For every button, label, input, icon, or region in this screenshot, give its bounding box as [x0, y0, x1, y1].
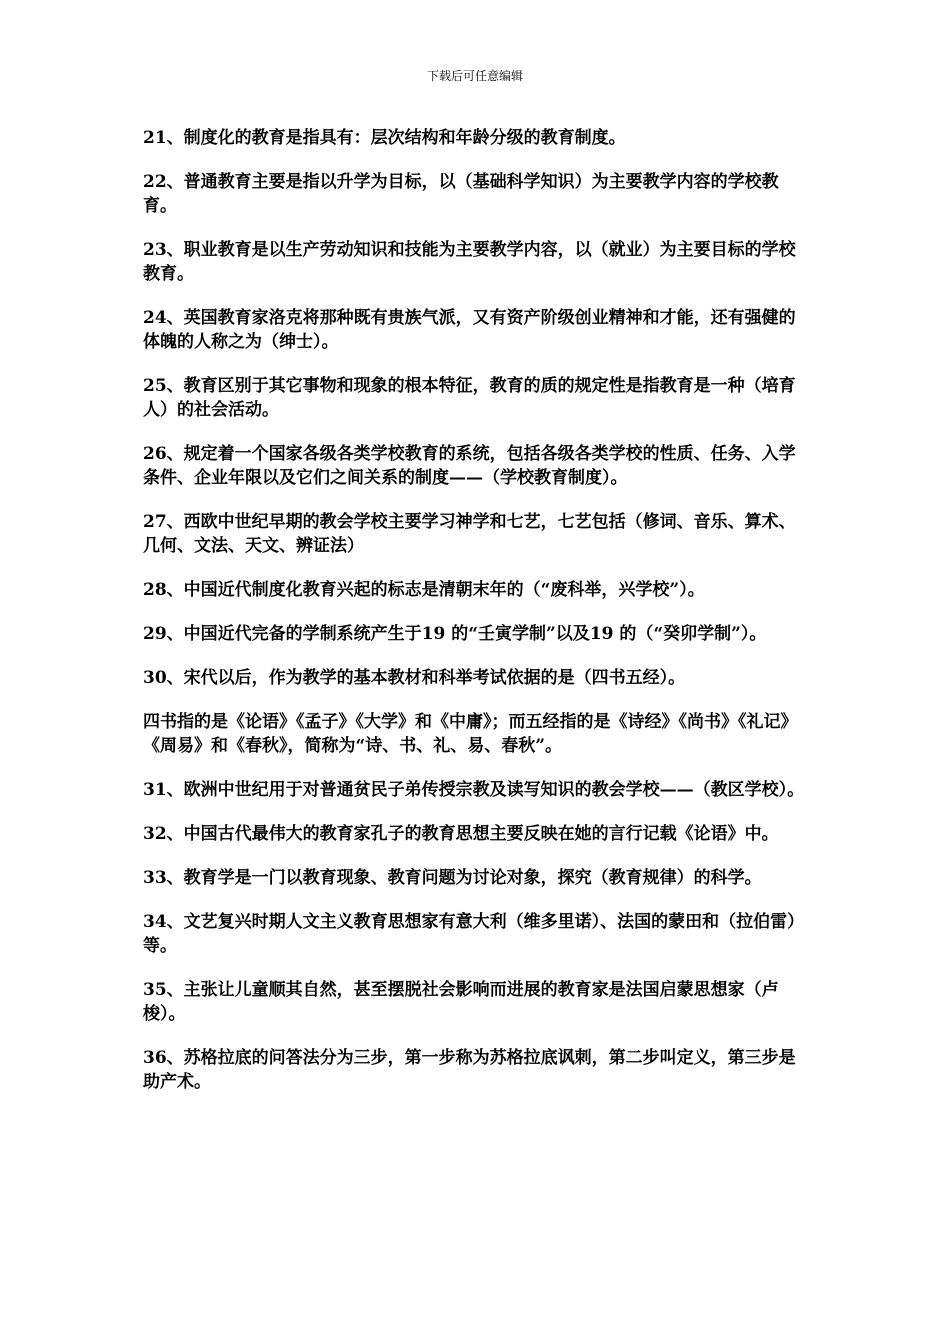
- paragraph-24: 24、英国教育家洛克将那种既有贵族气派，又有资产阶级创业精神和才能，还有强健的体魄的人称之为（绅士）。: [143, 308, 796, 352]
- paragraph-25: 25、教育区别于其它事物和现象的根本特征，教育的质的规定性是指教育是一种（培育人）的社会活动。: [143, 376, 796, 420]
- paragraph-23: 23、职业教育是以生产劳动知识和技能为主要教学内容，以（就业）为主要目标的学校教育。: [143, 240, 796, 284]
- paragraph-26: 26、规定着一个国家各级各类学校教育的系统，包括各级各类学校的性质、任务、入学条件、企业年限以及它们之间关系的制度——（学校教育制度）。: [143, 444, 796, 488]
- paragraph-29: 29、中国近代完备的学制系统产生于19 的“壬寅学制”以及19 的（“癸卯学制”）。: [143, 624, 767, 644]
- paragraph-34: 34、文艺复兴时期人文主义教育思想家有意大利（维多里诺）、法国的蒙田和（拉伯雷）等。: [143, 912, 805, 956]
- paragraph-27: 27、西欧中世纪早期的教会学校主要学习神学和七艺，七艺包括（修词、音乐、算术、几何、文法、天文、辨证法）: [143, 512, 796, 556]
- paragraph-21: 21、制度化的教育是指具有：层次结构和年龄分级的教育制度。: [143, 128, 626, 148]
- paragraph-four-books: 四书指的是《论语》《孟子》《大学》和《中庸》；而五经指的是《诗经》《尚书》《礼记》《周易》和《春秋》，简称为“诗、书、礼、易、春秋”。: [143, 712, 798, 756]
- paragraph-30: 30、宋代以后，作为教学的基本教材和科举考试依据的是（四书五经）。: [143, 668, 686, 688]
- paragraph-33: 33、教育学是一门以教育现象、教育问题为讨论对象，探究（教育规律）的科学。: [143, 868, 762, 888]
- paragraph-22: 22、普通教育主要是指以升学为目标，以（基础科学知识）为主要教学内容的学校教育。: [143, 172, 779, 216]
- paragraph-28: 28、中国近代制度化教育兴起的标志是清朝末年的（“废科举，兴学校”）。: [143, 580, 705, 600]
- paragraph-35: 35、主张让儿童顺其自然，甚至摆脱社会影响而进展的教育家是法国启蒙思想家（卢梭）。: [143, 980, 779, 1024]
- paragraph-32: 32、中国古代最伟大的教育家孔子的教育思想主要反映在她的言行记载《论语》中。: [143, 824, 779, 844]
- paragraph-36: 36、苏格拉底的问答法分为三步，第一步称为苏格拉底讽刺，第二步叫定义，第三步是助产术。: [143, 1048, 796, 1092]
- page-header: 下载后可任意编辑: [426, 69, 523, 83]
- paragraph-31: 31、欧洲中世纪用于对普通贫民子弟传授宗教及读写知识的教会学校——（教区学校）。: [143, 780, 805, 800]
- document-body: [143, 126, 811, 1114]
